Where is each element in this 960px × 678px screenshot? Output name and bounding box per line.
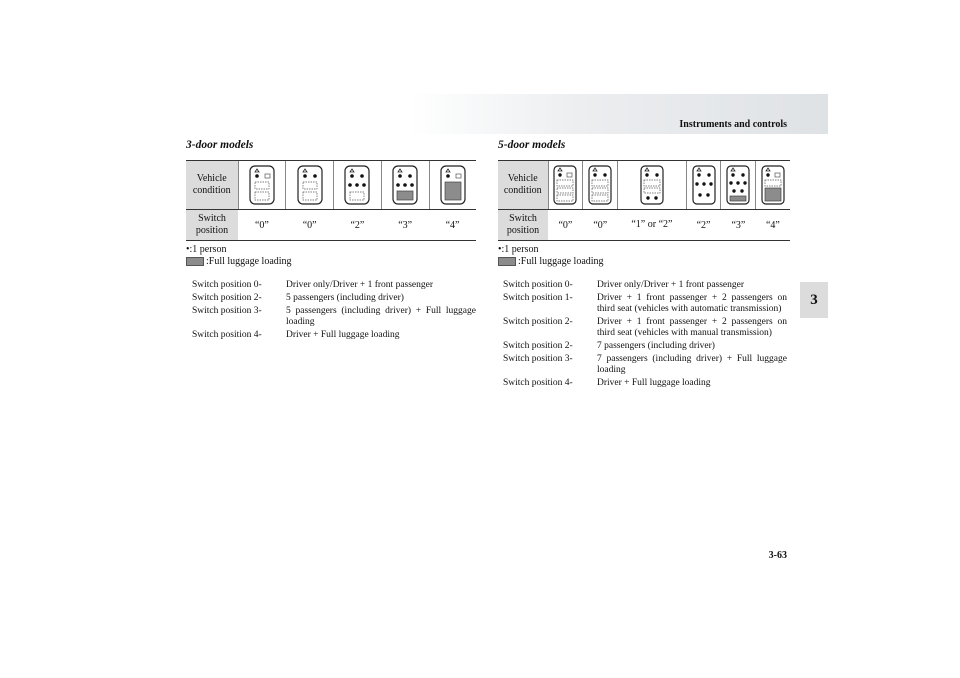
car-diagram-cell: [429, 161, 476, 210]
luggage-swatch: [498, 257, 516, 266]
legend-luggage-label: :Full luggage loading: [518, 256, 604, 267]
legend-luggage: [186, 256, 292, 268]
position-desc: 5 passengers (including driver) + Full luggage loading: [286, 306, 476, 327]
position-desc: Driver + 1 front passenger + 2 passengers on third seat (vehicles with manual transmission): [597, 317, 787, 338]
position-key: Switch position 0-: [192, 280, 262, 290]
car-seating-diagram: [640, 165, 664, 205]
car-seating-diagram: [344, 165, 370, 205]
car-diagram-cell: [381, 161, 429, 210]
list-item: [503, 378, 787, 391]
position-desc: Driver + 1 front passenger + 2 passengers on third seat (vehicles with automatic transmission): [597, 293, 787, 314]
switch-position-value: “4”: [756, 210, 790, 241]
list-item: [503, 354, 787, 378]
list-item: [503, 280, 787, 293]
page-header-title: Instruments and controls: [679, 119, 787, 130]
page-number: 3-63: [768, 550, 787, 561]
position-desc: 5 passengers (including driver): [286, 293, 404, 303]
car-diagram-cell: [618, 161, 686, 210]
legend-3-door: [186, 244, 292, 268]
car-seating-diagram: [440, 165, 466, 205]
section-title-5-door: 5-door models: [498, 139, 566, 151]
car-seating-diagram: [692, 165, 716, 205]
list-item: [192, 293, 476, 306]
position-key: Switch position 2-: [192, 293, 262, 303]
row-label-vehicle-condition: Vehicle condition: [186, 161, 238, 210]
position-key: Switch position 2-: [503, 341, 573, 351]
legend-luggage: [498, 256, 604, 268]
row-label-switch-position: Switch position: [498, 210, 548, 241]
list-item: [192, 306, 476, 330]
position-desc: Driver + Full luggage loading: [597, 378, 711, 388]
section-title-3-door: 3-door models: [186, 139, 254, 151]
switch-position-value: “0”: [583, 210, 618, 241]
car-seating-diagram: [249, 165, 275, 205]
legend-5-door: [498, 244, 604, 268]
row-label-switch-position: Switch position: [186, 210, 238, 241]
car-diagram-cell: [238, 161, 286, 210]
switch-position-value: “3”: [381, 210, 429, 241]
switch-position-list-3-door: [192, 280, 476, 343]
list-item: [503, 293, 787, 317]
position-key: Switch position 4-: [503, 378, 573, 388]
vehicle-condition-table-3-door: [186, 160, 476, 241]
switch-position-value: “4”: [429, 210, 476, 241]
position-key: Switch position 1-: [503, 293, 573, 303]
switch-position-value: “3”: [721, 210, 756, 241]
car-seating-diagram: [297, 165, 323, 205]
position-desc: Driver + Full luggage loading: [286, 330, 400, 340]
position-desc: Driver only/Driver + 1 front passenger: [597, 280, 745, 290]
switch-position-value: “2”: [334, 210, 382, 241]
chapter-tab: 3: [800, 282, 828, 318]
switch-position-value: “2”: [686, 210, 721, 241]
position-key: Switch position 0-: [503, 280, 573, 290]
car-seating-diagram: [392, 165, 418, 205]
legend-person: •:1 person: [186, 244, 227, 255]
car-diagram-cell: [583, 161, 618, 210]
switch-position-value: “0”: [286, 210, 334, 241]
legend-luggage-label: :Full luggage loading: [206, 256, 292, 267]
list-item: [503, 341, 787, 354]
switch-position-value: “0”: [548, 210, 583, 241]
car-diagram-cell: [686, 161, 721, 210]
position-desc: Driver only/Driver + 1 front passenger: [286, 280, 434, 290]
car-diagram-cell: [548, 161, 583, 210]
position-key: Switch position 3-: [503, 354, 573, 364]
switch-position-value: “0”: [238, 210, 286, 241]
list-item: [192, 280, 476, 293]
car-diagram-cell: [721, 161, 756, 210]
position-desc: 7 passengers (including driver): [597, 341, 715, 351]
row-label-vehicle-condition: Vehicle condition: [498, 161, 548, 210]
switch-position-value: “1” or “2”: [618, 210, 686, 241]
list-item: [503, 317, 787, 341]
car-diagram-cell: [286, 161, 334, 210]
luggage-swatch: [186, 257, 204, 266]
position-key: Switch position 4-: [192, 330, 262, 340]
position-key: Switch position 2-: [503, 317, 573, 327]
position-desc: 7 passengers (including driver) + Full luggage loading: [597, 354, 787, 375]
car-seating-diagram: [726, 165, 750, 205]
car-seating-diagram: [761, 165, 785, 205]
car-seating-diagram: [553, 165, 577, 205]
car-diagram-cell: [334, 161, 382, 210]
list-item: [192, 330, 476, 343]
car-diagram-cell: [756, 161, 790, 210]
car-seating-diagram: [588, 165, 612, 205]
legend-person: •:1 person: [498, 244, 539, 255]
switch-position-list-5-door: [503, 280, 787, 391]
position-key: Switch position 3-: [192, 306, 262, 316]
vehicle-condition-table-5-door: [498, 160, 790, 241]
